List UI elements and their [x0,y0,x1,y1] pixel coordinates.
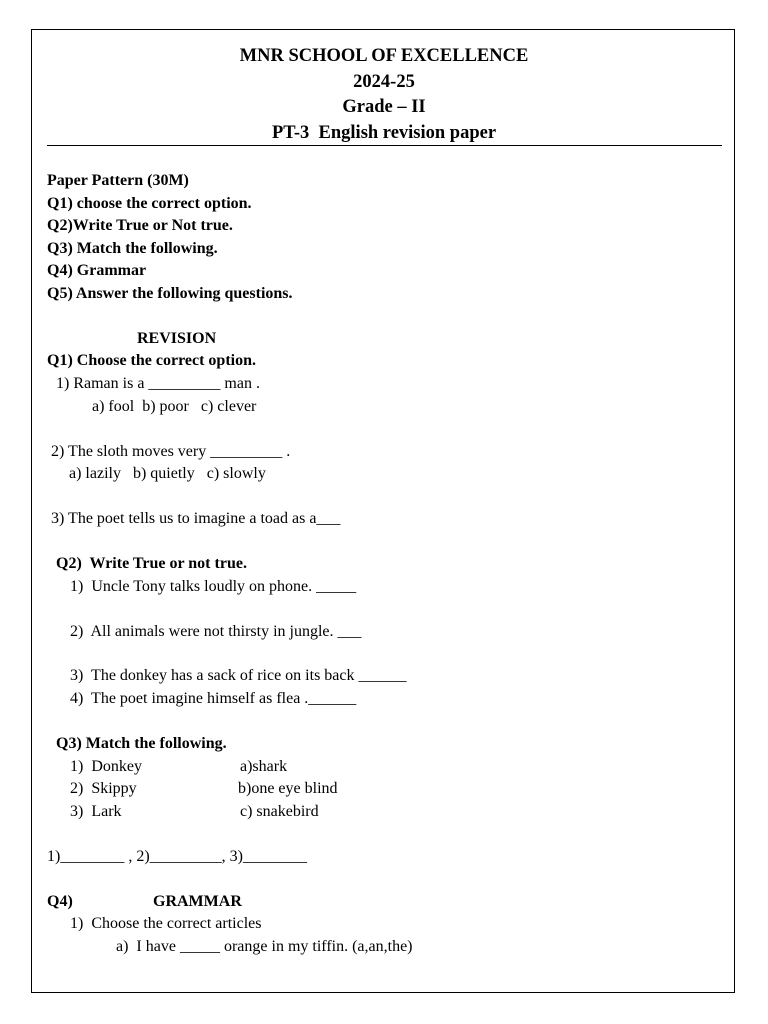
pattern-item: Q2)Write True or Not true. [47,217,233,234]
q1-item-3: 3) The poet tells us to imagine a toad as a___ [51,510,341,527]
q3-left-item: 1) Donkey [70,758,142,775]
pattern-item: Q5) Answer the following questions. [47,285,293,302]
q4-label: Q4) [47,893,73,910]
pattern-heading: Paper Pattern (30M) [47,172,189,189]
q3-right-item: a)shark [240,758,288,775]
pattern-item: Q3) Match the following. [47,240,218,257]
q1-item-2-options: a) lazily b) quietly c) slowly [69,465,266,482]
school-name: MNR SCHOOL OF EXCELLENCE [239,46,529,66]
q3-right-item: b)one eye blind [238,780,338,797]
q2-item: 2) All animals were not thirsty in jungle. ___ [70,623,362,640]
header-rule [47,145,722,146]
q3-right-item: c) snakebird [240,803,319,820]
paper-title: PT-3 English revision paper [271,123,497,143]
q4-item-1: 1) Choose the correct articles [70,915,262,932]
q2-item: 3) The donkey has a sack of rice on its back ______ [70,667,407,684]
q4-heading: GRAMMAR [153,893,242,910]
q1-item-1: 1) Raman is a _________ man . [56,375,260,392]
q3-left-item: 2) Skippy [70,780,137,797]
pattern-item: Q4) Grammar [47,262,147,279]
q3-answer-line: 1)________ , 2)_________, 3)________ [47,848,307,865]
q1-item-2: 2) The sloth moves very _________ . [51,443,291,460]
q1-title: Q1) Choose the correct option. [47,352,256,369]
grade: Grade – II [342,97,426,117]
academic-year: 2024-25 [353,72,415,92]
q2-item: 1) Uncle Tony talks loudly on phone. _____ [70,578,357,595]
q3-left-item: 3) Lark [70,803,122,820]
q2-item: 4) The poet imagine himself as flea .______ [70,690,357,707]
q1-item-1-options: a) fool b) poor c) clever [92,398,257,415]
q4-item-1a: a) I have _____ orange in my tiffin. (a,an,the) [116,938,413,955]
q3-title: Q3) Match the following. [56,735,227,752]
pattern-item: Q1) choose the correct option. [47,195,252,212]
revision-heading: REVISION [137,330,217,347]
q2-title: Q2) Write True or not true. [56,555,247,572]
